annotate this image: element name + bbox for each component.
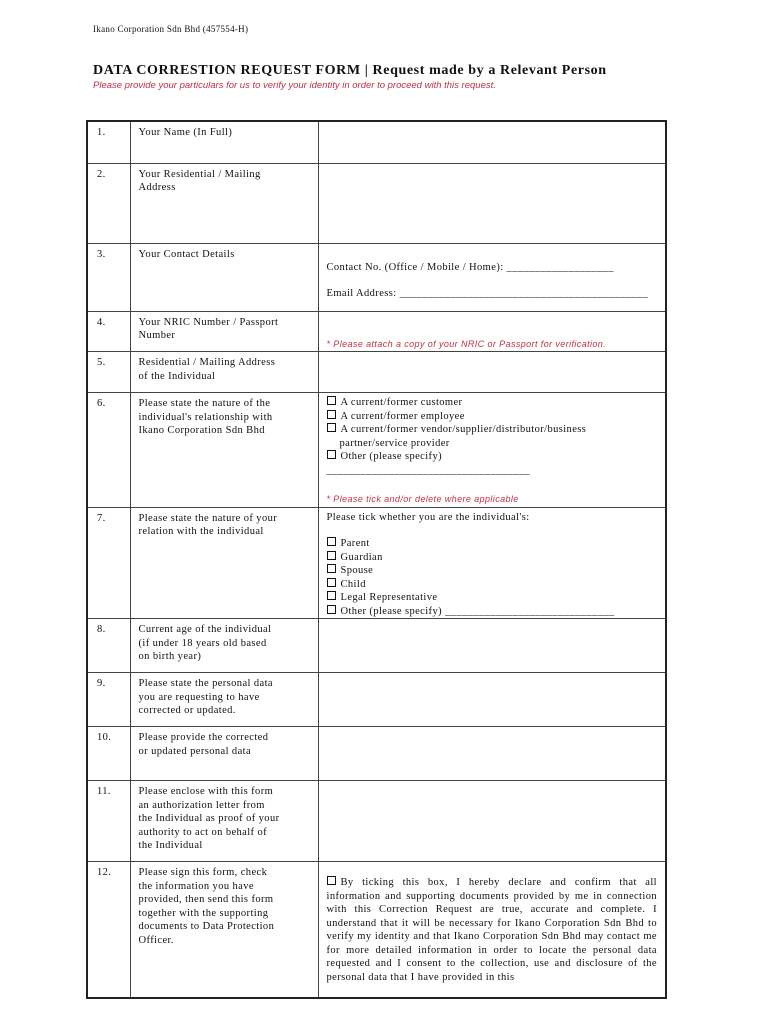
option-label: Child xyxy=(340,578,366,590)
row-label xyxy=(130,352,318,393)
row-number: 9. xyxy=(87,673,130,727)
row-label xyxy=(130,862,318,998)
checkbox-icon[interactable] xyxy=(327,396,336,405)
label-line: an authorization letter from xyxy=(138,799,265,811)
row-label xyxy=(130,619,318,673)
individual-age-field[interactable] xyxy=(318,619,666,673)
checkbox-icon[interactable] xyxy=(327,591,336,600)
corrected-data-field[interactable] xyxy=(318,727,666,781)
checkbox-icon[interactable] xyxy=(327,423,336,432)
option-guardian[interactable] xyxy=(327,551,658,565)
row-number: 10. xyxy=(87,727,130,781)
label-line: Please enclose with this form xyxy=(138,786,274,797)
checkbox-icon[interactable] xyxy=(327,605,336,614)
email-address-line[interactable]: Email Address: ____________________________________________ xyxy=(326,288,649,299)
relation-options xyxy=(318,507,666,619)
nric-note: * Please attach a copy of your NRIC or Passport for verification. xyxy=(326,338,607,349)
option-spouse[interactable] xyxy=(327,564,658,578)
row-label xyxy=(130,673,318,727)
label-line: Please provide the corrected xyxy=(138,732,269,743)
requested-data-field[interactable] xyxy=(318,673,666,727)
row-label xyxy=(130,311,318,352)
checkbox-icon[interactable] xyxy=(327,410,336,419)
relation-intro: Please tick whether you are the individual's: xyxy=(326,511,530,523)
option-other[interactable] xyxy=(327,450,658,464)
option-legal-representative[interactable] xyxy=(327,591,658,605)
label-line: individual's relationship with xyxy=(138,411,273,423)
authorization-letter-field[interactable] xyxy=(318,781,666,862)
contact-details-field[interactable] xyxy=(318,243,666,311)
table-row xyxy=(87,862,666,998)
label-line: Please state the nature of the xyxy=(138,398,271,409)
label-line: corrected or updated. xyxy=(138,705,236,716)
row-number: 8. xyxy=(87,619,130,673)
other-specify-line[interactable]: ____________________________________ xyxy=(326,464,530,476)
checkbox-icon[interactable] xyxy=(327,578,336,587)
label-line: Your Name (In Full) xyxy=(138,127,233,138)
contact-number-line[interactable]: Contact No. (Office / Mobile / Home): ___________________ xyxy=(326,261,614,273)
row-label xyxy=(130,727,318,781)
label-line: Officer. xyxy=(138,934,174,946)
label-line: on birth year) xyxy=(138,651,202,662)
relationship-options xyxy=(318,393,666,508)
row-label xyxy=(130,121,318,163)
label-line: documents to Data Protection xyxy=(138,921,275,932)
table-row xyxy=(87,243,666,311)
tick-note: * Please tick and/or delete where applicable xyxy=(326,494,519,504)
label-line: Current age of the individual xyxy=(138,624,272,635)
checkbox-icon[interactable] xyxy=(327,564,336,573)
label-line: the information you have xyxy=(138,880,254,892)
label-line: Please state the nature of your xyxy=(138,512,278,524)
label-line: or updated personal data xyxy=(138,745,252,757)
label-line: Ikano Corporation Sdn Bhd xyxy=(138,425,265,436)
table-row xyxy=(87,619,666,673)
option-label: A current/former employee xyxy=(340,410,465,422)
address-field[interactable] xyxy=(318,163,666,243)
row-label xyxy=(130,393,318,508)
option-customer[interactable] xyxy=(327,396,658,410)
option-other[interactable] xyxy=(327,605,658,619)
nric-field[interactable] xyxy=(318,311,666,352)
label-line: Residential / Mailing Address xyxy=(138,357,276,368)
row-number: 2. xyxy=(87,163,130,243)
label-line: Number xyxy=(138,330,176,341)
row-number: 4. xyxy=(87,311,130,352)
declaration-checkbox-icon[interactable] xyxy=(327,876,336,885)
label-line: you are requesting to have xyxy=(138,691,260,703)
row-label xyxy=(130,507,318,619)
table-row xyxy=(87,507,666,619)
table-row xyxy=(87,121,666,163)
table-row xyxy=(87,393,666,508)
row-number: 6. xyxy=(87,393,130,508)
label-line: the Individual xyxy=(138,840,203,851)
row-number: 11. xyxy=(87,781,130,862)
option-parent[interactable] xyxy=(327,537,658,551)
table-row xyxy=(87,781,666,862)
option-label: Other (please specify) xyxy=(340,451,443,462)
form-subtitle: Please provide your particulars for us to verify your identity in order to proceed with this request. xyxy=(93,80,496,91)
label-line: Your NRIC Number / Passport xyxy=(138,316,279,328)
option-label: A current/former customer xyxy=(340,397,463,408)
request-form-table xyxy=(86,120,667,999)
individual-address-field[interactable] xyxy=(318,352,666,393)
full-name-field[interactable] xyxy=(318,121,666,163)
option-employee[interactable] xyxy=(327,410,658,424)
row-number: 12. xyxy=(87,862,130,998)
table-row xyxy=(87,673,666,727)
form-title: DATA CORRESTION REQUEST FORM | Request made by a Relevant Person xyxy=(93,63,607,78)
label-line: Your Contact Details xyxy=(138,248,235,260)
option-child[interactable] xyxy=(327,578,658,592)
row-number: 3. xyxy=(87,243,130,311)
label-line: Your Residential / Mailing xyxy=(138,168,261,180)
table-row xyxy=(87,163,666,243)
option-continuation: partner/service provider xyxy=(339,437,450,449)
checkbox-icon[interactable] xyxy=(327,551,336,560)
label-line: authority to act on behalf of xyxy=(138,826,268,838)
option-label: Parent xyxy=(340,538,370,549)
table-row xyxy=(87,727,666,781)
checkbox-icon[interactable] xyxy=(327,450,336,459)
option-label: Guardian xyxy=(340,551,383,563)
row-number: 1. xyxy=(87,121,130,163)
option-label: Other (please specify) ______________________________ xyxy=(340,605,615,617)
row-label xyxy=(130,781,318,862)
declaration-cell xyxy=(318,862,666,998)
company-header: Ikano Corporation Sdn Bhd (457554-H) xyxy=(93,24,249,34)
label-line: relation with the individual xyxy=(138,526,264,537)
label-line: together with the supporting xyxy=(138,907,269,919)
checkbox-icon[interactable] xyxy=(327,537,336,546)
declaration-body: By ticking this box, I hereby declare and confirm that all information and supporting documents provided by me in connection with this Correction Request are true, accurate and complete. I understand that it will be necessary for Ikano Corporation Sdn Bhd to verify my identity and that Ikano Corporation Sdn Bhd may contact me for more detailed information in order to locate the personal data requested and I consent to the collection, use and disclosure of the personal data that I have provided in this xyxy=(326,877,657,983)
row-number: 5. xyxy=(87,352,130,393)
label-line: Please sign this form, check xyxy=(138,867,268,878)
table-row xyxy=(87,352,666,393)
label-line: the Individual as proof of your xyxy=(138,813,280,824)
table-row xyxy=(87,311,666,352)
option-label: Spouse xyxy=(340,565,374,576)
row-label xyxy=(130,163,318,243)
option-vendor[interactable] xyxy=(327,423,658,437)
option-label: Legal Representative xyxy=(340,592,438,603)
declaration-text xyxy=(327,876,658,984)
label-line: provided, then send this form xyxy=(138,894,274,905)
label-line: (if under 18 years old based xyxy=(138,637,267,649)
label-line: Please state the personal data xyxy=(138,678,273,689)
label-line: Address xyxy=(138,182,176,193)
label-line: of the Individual xyxy=(138,370,216,382)
row-number: 7. xyxy=(87,507,130,619)
option-label: A current/former vendor/supplier/distributor/business xyxy=(340,424,587,435)
row-label xyxy=(130,243,318,311)
